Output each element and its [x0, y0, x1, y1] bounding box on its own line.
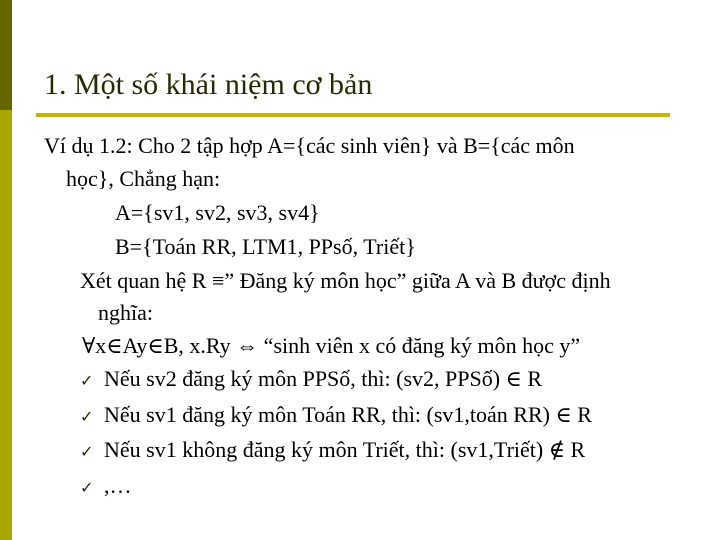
checkmark-icon: ✓: [80, 407, 94, 426]
set-b-definition: B={Toán RR, LTM1, PPsố, Triết}: [115, 234, 416, 259]
set-a-definition: A={sv1, sv2, sv3, sv4}: [115, 200, 320, 225]
checkmark-icon: ✓: [80, 371, 94, 390]
accent-bar-bottom: [0, 110, 12, 540]
relation-formula: ∀x∈Ay∈B, x.Ry ⇔ “sinh viên x có đăng ký môn học y”: [82, 333, 581, 358]
bullet-item-4: ,…: [104, 473, 132, 498]
slide-title: 1. Một số khái niệm cơ bản: [44, 68, 373, 101]
example-intro-line-2: học}, Chẳng hạn:: [66, 166, 221, 191]
title-underline: [36, 113, 670, 117]
bullet-item-3: Nếu sv1 không đăng ký môn Triết, thì: (sv1,Triết) ∉ R: [104, 437, 586, 462]
checkmark-icon: ✓: [80, 442, 94, 461]
example-intro-line-1: Ví dụ 1.2: Cho 2 tập hợp A={các sinh viên} và B={các môn: [44, 133, 575, 158]
bullet-item-1: Nếu sv2 đăng ký môn PPSố, thì: (sv2, PPSố) ∈ R: [104, 366, 543, 391]
relation-definition-line-1: Xét quan hệ R ≡” Đăng ký môn học” giữa A và B được định: [80, 268, 611, 293]
accent-bar-top: [0, 0, 12, 110]
checkmark-icon: ✓: [80, 478, 94, 497]
relation-definition-line-2: nghĩa:: [98, 300, 153, 325]
bullet-item-2: Nếu sv1 đăng ký môn Toán RR, thì: (sv1,toán RR) ∈ R: [104, 402, 592, 427]
